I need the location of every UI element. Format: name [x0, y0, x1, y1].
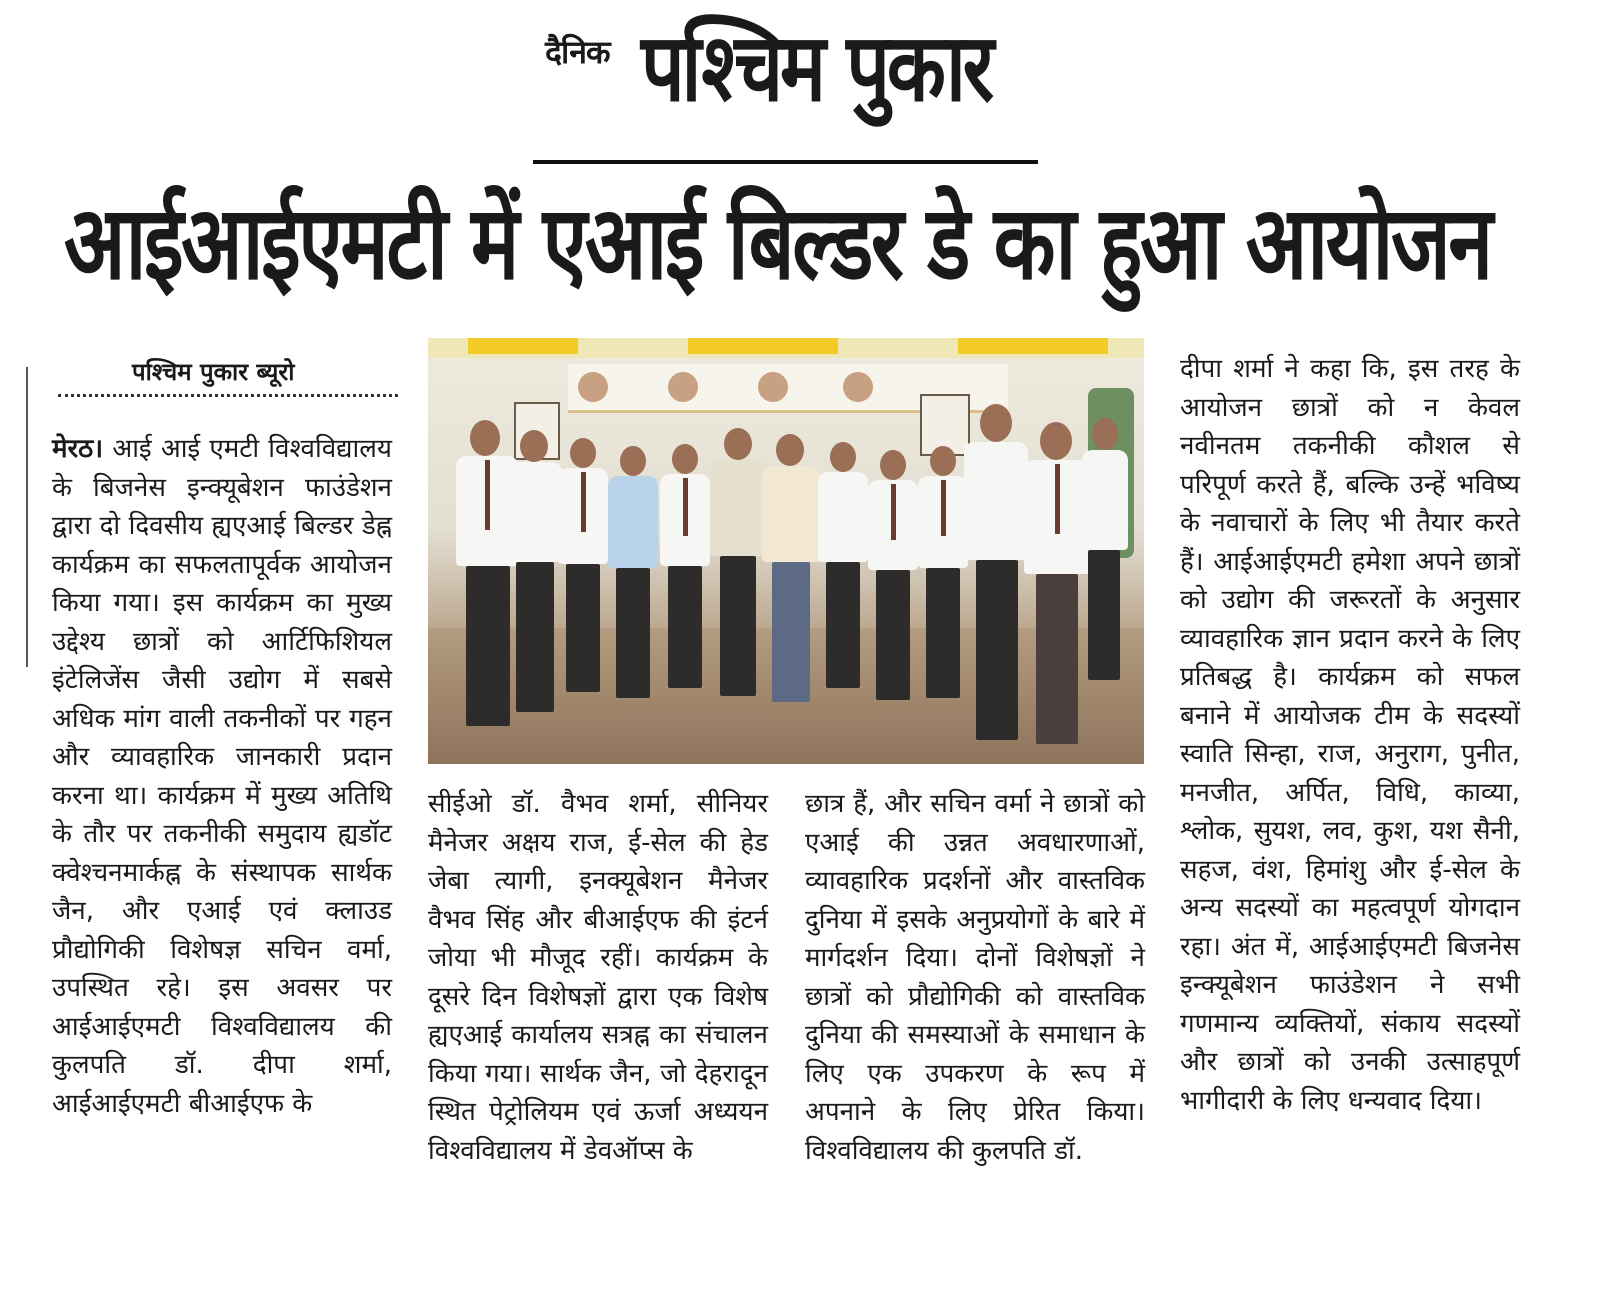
margin-rule — [26, 367, 28, 667]
article-text: सीईओ डॉ. वैभव शर्मा, सीनियर मैनेजर अक्षय राज, ई-सेल की हेड जेबा त्यागी, इनक्यूबेशन मैनेजर वैभव सिंह और बीआईएफ की इंटर्न जोया भी मौजूद रहीं। कार्यक्रम के दूसरे दिन विशेषज्ञों द्वारा एक विशेष ह्यएआई कार्यालय सत्रह्न का संचालन किया गया। सार्थक जैन, जो देहरादून स्थित पेट्रोलियम एवं ऊर्जा अध्ययन विश्वविद्यालय में डेवऑप्स के — [428, 789, 768, 1166]
article-column-2 — [428, 785, 768, 1170]
dateline: मेरठ। — [52, 434, 104, 464]
article-column-1 — [52, 430, 392, 1123]
masthead-prefix: दैनिक — [545, 33, 610, 71]
photo-portrait — [843, 372, 873, 402]
masthead — [545, 14, 1035, 168]
photo-ceiling-light — [688, 338, 838, 354]
headline: आईआईएमटी में एआई बिल्डर डे का हुआ आयोजन — [64, 184, 1491, 303]
article-paragraph — [52, 430, 392, 1123]
photo-portrait — [758, 372, 788, 402]
masthead-title: पश्चिम पुकार — [641, 14, 991, 123]
photo-portrait — [668, 372, 698, 402]
photo-ceiling-light — [958, 338, 1108, 354]
byline: पश्चिम पुकार ब्यूरो — [132, 358, 295, 386]
byline-divider — [58, 394, 398, 397]
group-photo — [428, 338, 1144, 764]
article-text: आई आई एमटी विश्वविद्यालय के बिजनेस इन्क्यूबेशन फाउंडेशन द्वारा दो दिवसीय ह्यएआई बिल्डर डेह्न कार्यक्रम का सफलतापूर्वक आयोजन किया गया। इस कार्यक्रम का मुख्य उद्देश्य छात्रों को आर्टिफिशियल इंटेलिजेंस जैसी उद्योग में सबसे अधिक मांग वाली तकनीकों पर गहन और व्यावहारिक जानकारी प्रदान करना था। कार्यक्रम में मुख्य अतिथि के तौर पर तकनीकी समुदाय ह्यडॉट क्वेश्चनमार्कह्न के संस्थापक सार्थक जैन, और एआई एवं क्लाउड प्रौद्योगिकी विशेषज्ञ सचिन वर्मा, उपस्थित रहे। इस अवसर पर आईआईएमटी विश्वविद्यालय की कुलपति डॉ. दीपा शर्मा, आईआईएमटी बीआईएफ के — [52, 434, 392, 1119]
article-text: छात्र हैं, और सचिन वर्मा ने छात्रों को एआई की उन्नत अवधारणाओं, व्यावहारिक प्रदर्शनों और वास्तविक दुनिया में इसके अनुप्रयोगों के बारे में मार्गदर्शन दिया। दोनों विशेषज्ञों ने छात्रों को प्रौद्योगिकी को वास्तविक दुनिया की समस्याओं के समाधान के लिए एक उपकरण के रूप में अपनाने के लिए प्रेरित किया। विश्वविद्यालय की कुलपति डॉ. — [805, 789, 1145, 1166]
photo-portrait — [578, 372, 608, 402]
article-text: दीपा शर्मा ने कहा कि, इस तरह के आयोजन छात्रों को न केवल नवीनतम तकनीकी कौशल से परिपूर्ण करते हैं, बल्कि उन्हें भविष्य के नवाचारों के लिए भी तैयार करते हैं। आईआईएमटी हमेशा अपने छात्रों को उद्योग की जरूरतों के अनुसार व्यावहारिक ज्ञान प्रदान करने के लिए प्रतिबद्ध है। कार्यक्रम को सफल बनाने में आयोजक टीम के सदस्यों स्वाति सिन्हा, राज, अनुराग, पुनीत, मनजीत, अर्पित, विधि, काव्या, श्लोक, सुयश, लव, कुश, यश सैनी, सहज, वंश, हिमांशु और ई-सेल के अन्य सदस्यों का महत्वपूर्ण योगदान रहा। अंत में, आईआईएमटी बिजनेस इन्क्यूबेशन फाउंडेशन ने सभी गणमान्य व्यक्तियों, संकाय सदस्यों और छात्रों को उनकी उत्साहपूर्ण भागीदारी के लिए धन्यवाद दिया। — [1180, 354, 1520, 1116]
article-column-3 — [805, 785, 1145, 1170]
article-column-4 — [1180, 350, 1520, 1120]
photo-ceiling-light — [468, 338, 578, 354]
masthead-rule — [533, 160, 1038, 164]
